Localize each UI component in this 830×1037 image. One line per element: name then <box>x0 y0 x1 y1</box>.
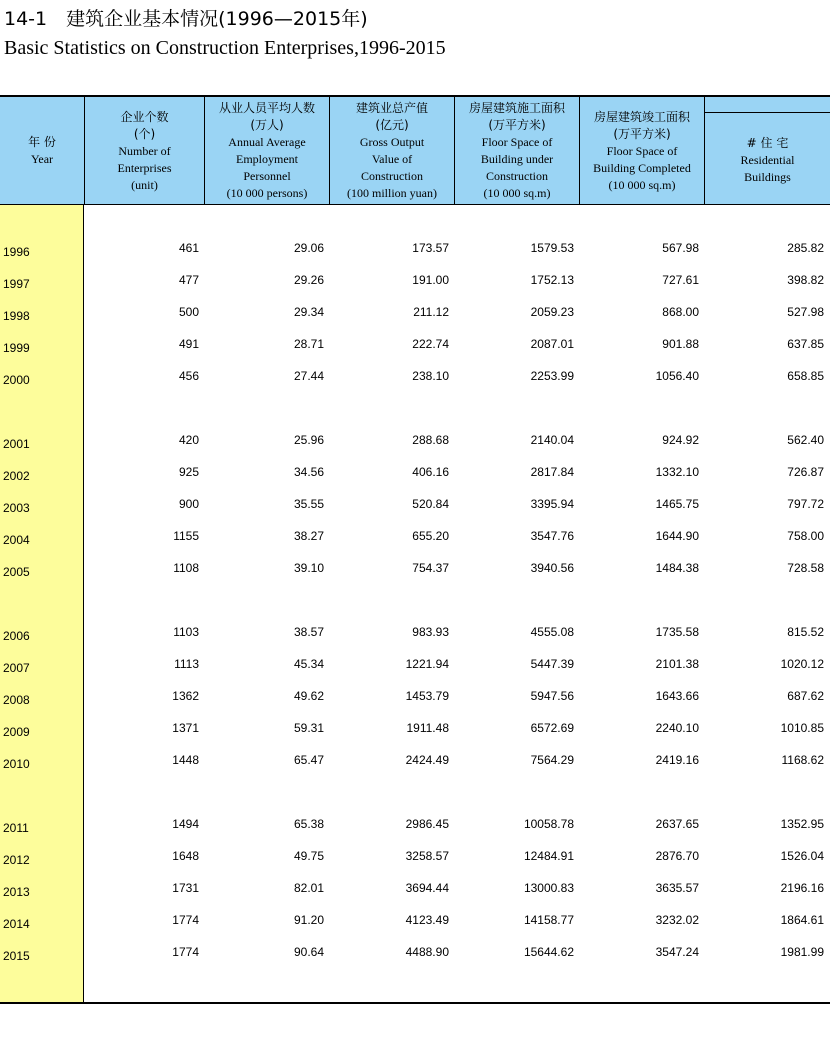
cell-enterprises: 491 <box>178 337 199 351</box>
cell-gross-output: 754.37 <box>412 561 449 575</box>
table-row <box>0 334 830 354</box>
header-floor-under-construction-cn: 房屋建筑施工面积 <box>468 101 565 115</box>
cell-year: 2011 <box>3 821 29 835</box>
cell-employment: 29.26 <box>293 273 324 287</box>
table-row <box>0 942 830 962</box>
header-floor-under-construction-en-4: (10 000 sq.m) <box>483 186 551 200</box>
cell-floor-completed: 868.00 <box>662 305 699 319</box>
cell-residential: 527.98 <box>787 305 824 319</box>
cell-floor-completed: 2637.65 <box>655 817 699 831</box>
table-row <box>0 302 830 322</box>
cell-floor-completed: 2101.38 <box>655 657 699 671</box>
cell-residential: 1010.85 <box>780 721 824 735</box>
cell-residential: 1981.99 <box>780 945 824 959</box>
cell-floor-under-construction: 3395.94 <box>530 497 574 511</box>
cell-year: 2005 <box>3 565 30 579</box>
header-residential-cn: # 住 宅 <box>746 135 789 150</box>
header-floor-under-construction-en-3: Construction <box>486 169 548 183</box>
header-residential-en-2: Buildings <box>744 169 791 184</box>
cell-floor-completed: 2240.10 <box>655 721 699 735</box>
cell-residential: 1864.61 <box>780 913 824 927</box>
header-gross-output-en-4: (100 million yuan) <box>347 186 437 200</box>
cell-floor-completed: 567.98 <box>662 241 699 255</box>
cell-residential: 1352.95 <box>780 817 824 831</box>
table-row <box>0 846 830 866</box>
cell-gross-output: 520.84 <box>412 497 449 511</box>
table-row <box>0 750 830 770</box>
cell-employment: 27.44 <box>293 369 324 383</box>
header-enterprises-en-3: (unit) <box>131 177 158 192</box>
cell-floor-under-construction: 5947.56 <box>530 689 574 703</box>
cell-year: 2010 <box>3 757 30 771</box>
cell-gross-output: 2424.49 <box>405 753 449 767</box>
cell-residential: 1020.12 <box>780 657 824 671</box>
table-row <box>0 718 830 738</box>
cell-employment: 65.47 <box>293 753 324 767</box>
cell-employment: 29.34 <box>293 305 324 319</box>
header-floor-under-construction-en-2: Building under <box>480 152 554 166</box>
cell-employment: 29.06 <box>293 241 324 255</box>
table-row <box>0 430 830 450</box>
cell-floor-under-construction: 3547.76 <box>530 529 574 543</box>
cell-year: 2002 <box>3 469 30 483</box>
cell-enterprises: 1648 <box>172 849 199 863</box>
cell-residential: 728.58 <box>787 561 824 575</box>
cell-residential: 398.82 <box>787 273 824 287</box>
cell-enterprises: 477 <box>178 273 199 287</box>
cell-enterprises: 1731 <box>172 881 199 895</box>
header-gross-output-en-3: Construction <box>361 169 423 183</box>
cell-floor-under-construction: 2140.04 <box>530 433 574 447</box>
header-enterprises-en-1: Number of <box>118 143 171 158</box>
cell-floor-completed: 2419.16 <box>655 753 699 767</box>
cell-residential: 797.72 <box>787 497 824 511</box>
cell-floor-completed: 901.88 <box>662 337 699 351</box>
table-row <box>0 494 830 514</box>
page-title-chinese: 14-1 建筑企业基本情况(1996—2015年) <box>4 8 368 30</box>
cell-employment: 25.96 <box>293 433 324 447</box>
header-floor-under-construction-en-1: Floor Space of <box>481 135 553 149</box>
cell-residential: 1526.04 <box>780 849 824 863</box>
header-floor-completed-cn: 房屋建筑竣工面积 <box>593 109 690 124</box>
cell-year: 2009 <box>3 725 30 739</box>
header-employment-cn: 从业人员平均人数 <box>218 101 315 115</box>
header-floor-under-construction <box>455 97 580 205</box>
cell-gross-output: 2986.45 <box>405 817 449 831</box>
header-floor-completed <box>580 97 705 205</box>
cell-gross-output: 983.93 <box>412 625 449 639</box>
cell-employment: 91.20 <box>293 913 324 927</box>
cell-gross-output: 4488.90 <box>405 945 449 959</box>
header-floor-under-construction-unit-cn: (万平方米) <box>488 118 546 132</box>
cell-floor-under-construction: 2817.84 <box>530 465 574 479</box>
cell-gross-output: 173.57 <box>412 241 449 255</box>
cell-residential: 658.85 <box>787 369 824 383</box>
cell-residential: 637.85 <box>787 337 824 351</box>
cell-floor-under-construction: 4555.08 <box>530 625 574 639</box>
header-year-cn: 年 份 <box>28 135 56 149</box>
header-gross-output-cn: 建筑业总产值 <box>355 101 428 115</box>
cell-floor-under-construction: 12484.91 <box>523 849 574 863</box>
header-employment-en-4: (10 000 persons) <box>226 186 308 200</box>
cell-floor-under-construction: 1752.13 <box>530 273 574 287</box>
cell-gross-output: 238.10 <box>412 369 449 383</box>
cell-residential: 562.40 <box>787 433 824 447</box>
cell-floor-completed: 3635.57 <box>655 881 699 895</box>
header-gross-output <box>330 97 455 205</box>
cell-year: 2013 <box>3 885 30 899</box>
table-row <box>0 366 830 386</box>
cell-employment: 28.71 <box>293 337 324 351</box>
cell-enterprises: 461 <box>178 241 199 255</box>
table-row <box>0 654 830 674</box>
cell-residential: 758.00 <box>787 529 824 543</box>
cell-floor-completed: 727.61 <box>662 273 699 287</box>
cell-floor-completed: 1332.10 <box>655 465 699 479</box>
table-row <box>0 910 830 930</box>
header-floor-completed-en-3: (10 000 sq.m) <box>608 177 676 192</box>
cell-enterprises: 1155 <box>173 529 199 543</box>
cell-enterprises: 500 <box>178 305 199 319</box>
cell-floor-completed: 1056.40 <box>655 369 699 383</box>
cell-year: 2008 <box>3 693 30 707</box>
cell-employment: 45.34 <box>293 657 324 671</box>
cell-gross-output: 1911.48 <box>406 721 449 735</box>
page-title-english: Basic Statistics on Construction Enterprises,1996-2015 <box>4 37 446 59</box>
cell-gross-output: 655.20 <box>412 529 449 543</box>
header-employment-unit-cn: (万人) <box>250 118 284 132</box>
table-row <box>0 878 830 898</box>
cell-gross-output: 3258.57 <box>405 849 449 863</box>
cell-floor-completed: 1735.58 <box>655 625 699 639</box>
cell-year: 2007 <box>3 661 30 675</box>
cell-gross-output: 1453.79 <box>405 689 449 703</box>
cell-year: 2003 <box>3 501 30 515</box>
header-floor-completed-unit-cn: (万平方米) <box>613 126 671 141</box>
header-enterprises-en-2: Enterprises <box>117 160 172 175</box>
cell-enterprises: 1362 <box>172 689 199 703</box>
cell-employment: 90.64 <box>293 945 324 959</box>
cell-floor-under-construction: 2059.23 <box>530 305 574 319</box>
header-gross-output-en-1: Gross Output <box>359 135 425 149</box>
cell-floor-under-construction: 14158.77 <box>523 913 574 927</box>
table-row <box>0 462 830 482</box>
table-row <box>0 526 830 546</box>
cell-gross-output: 211.12 <box>413 305 449 319</box>
table-row <box>0 238 830 258</box>
cell-floor-completed: 1465.75 <box>655 497 699 511</box>
cell-floor-under-construction: 10058.78 <box>523 817 574 831</box>
table-row <box>0 558 830 578</box>
cell-gross-output: 222.74 <box>412 337 449 351</box>
cell-residential: 815.52 <box>787 625 824 639</box>
cell-floor-under-construction: 1579.53 <box>530 241 574 255</box>
header-gross-output-unit-cn: (亿元) <box>375 118 409 132</box>
cell-gross-output: 3694.44 <box>405 881 449 895</box>
cell-floor-under-construction: 2087.01 <box>530 337 574 351</box>
cell-enterprises: 925 <box>178 465 199 479</box>
cell-year: 1999 <box>3 341 30 355</box>
cell-enterprises: 1774 <box>172 945 199 959</box>
header-floor-completed-en-2: Building Completed <box>593 160 691 175</box>
cell-residential: 726.87 <box>787 465 824 479</box>
cell-employment: 49.75 <box>293 849 324 863</box>
cell-employment: 34.56 <box>293 465 324 479</box>
cell-year: 2001 <box>3 437 30 451</box>
cell-floor-under-construction: 6572.69 <box>530 721 574 735</box>
cell-year: 2006 <box>3 629 30 643</box>
header-bottom-rule <box>0 204 830 205</box>
cell-floor-under-construction: 7564.29 <box>530 753 574 767</box>
cell-employment: 59.31 <box>293 721 324 735</box>
cell-floor-under-construction: 5447.39 <box>530 657 574 671</box>
cell-floor-completed: 1484.38 <box>655 561 699 575</box>
header-enterprises <box>85 97 205 205</box>
cell-employment: 35.55 <box>293 497 324 511</box>
header-employment-en-1: Annual Average <box>228 135 306 149</box>
cell-gross-output: 288.68 <box>412 433 449 447</box>
cell-floor-under-construction: 3940.56 <box>530 561 574 575</box>
cell-enterprises: 900 <box>178 497 199 511</box>
cell-enterprises: 1103 <box>173 625 199 639</box>
cell-residential: 687.62 <box>787 689 824 703</box>
cell-gross-output: 1221.94 <box>405 657 449 671</box>
cell-year: 2015 <box>3 949 30 963</box>
header-enterprises-cn: 企业个数 <box>120 109 169 124</box>
cell-floor-completed: 3547.24 <box>655 945 699 959</box>
cell-residential: 285.82 <box>787 241 824 255</box>
cell-enterprises: 1108 <box>173 561 199 575</box>
cell-floor-completed: 1644.90 <box>655 529 699 543</box>
cell-floor-under-construction: 15644.62 <box>523 945 574 959</box>
table-bottom-rule <box>0 1002 830 1004</box>
header-residential <box>705 97 830 205</box>
cell-floor-completed: 1643.66 <box>655 689 699 703</box>
header-floor-completed-en-1: Floor Space of <box>606 143 678 158</box>
cell-floor-under-construction: 13000.83 <box>523 881 574 895</box>
cell-employment: 38.57 <box>293 625 324 639</box>
cell-enterprises: 1448 <box>172 753 199 767</box>
cell-residential: 1168.62 <box>781 753 824 767</box>
cell-employment: 82.01 <box>293 881 324 895</box>
header-residential-en-1: Residential <box>740 152 795 167</box>
cell-year: 2004 <box>3 533 30 547</box>
cell-enterprises: 1774 <box>172 913 199 927</box>
cell-enterprises: 456 <box>178 369 199 383</box>
cell-year: 2000 <box>3 373 30 387</box>
header-gross-output-en-2: Value of <box>371 152 413 166</box>
cell-enterprises: 1494 <box>172 817 199 831</box>
cell-employment: 38.27 <box>293 529 324 543</box>
cell-year: 2014 <box>3 917 30 931</box>
cell-enterprises: 1113 <box>174 657 199 671</box>
cell-floor-completed: 2876.70 <box>655 849 699 863</box>
cell-employment: 39.10 <box>293 561 324 575</box>
table-row <box>0 814 830 834</box>
table-row <box>0 686 830 706</box>
cell-gross-output: 406.16 <box>412 465 449 479</box>
header-year <box>0 97 85 205</box>
cell-floor-under-construction: 2253.99 <box>530 369 574 383</box>
cell-year: 1997 <box>3 277 30 291</box>
cell-year: 1996 <box>3 245 30 259</box>
cell-enterprises: 1371 <box>172 721 199 735</box>
header-employment-en-2: Employment <box>236 152 298 166</box>
cell-floor-completed: 924.92 <box>662 433 699 447</box>
cell-year: 2012 <box>3 853 30 867</box>
cell-year: 1998 <box>3 309 30 323</box>
cell-employment: 65.38 <box>293 817 324 831</box>
header-year-en: Year <box>30 152 54 166</box>
residential-subheader-rule <box>704 112 830 113</box>
table-row <box>0 622 830 642</box>
cell-gross-output: 191.00 <box>412 273 449 287</box>
cell-enterprises: 420 <box>178 433 199 447</box>
table-row <box>0 270 830 290</box>
cell-gross-output: 4123.49 <box>405 913 449 927</box>
cell-employment: 49.62 <box>293 689 324 703</box>
header-employment-en-3: Personnel <box>243 169 291 183</box>
cell-floor-completed: 3232.02 <box>655 913 699 927</box>
header-employment <box>205 97 330 205</box>
cell-residential: 2196.16 <box>780 881 824 895</box>
header-enterprises-unit-cn: (个) <box>133 126 156 141</box>
